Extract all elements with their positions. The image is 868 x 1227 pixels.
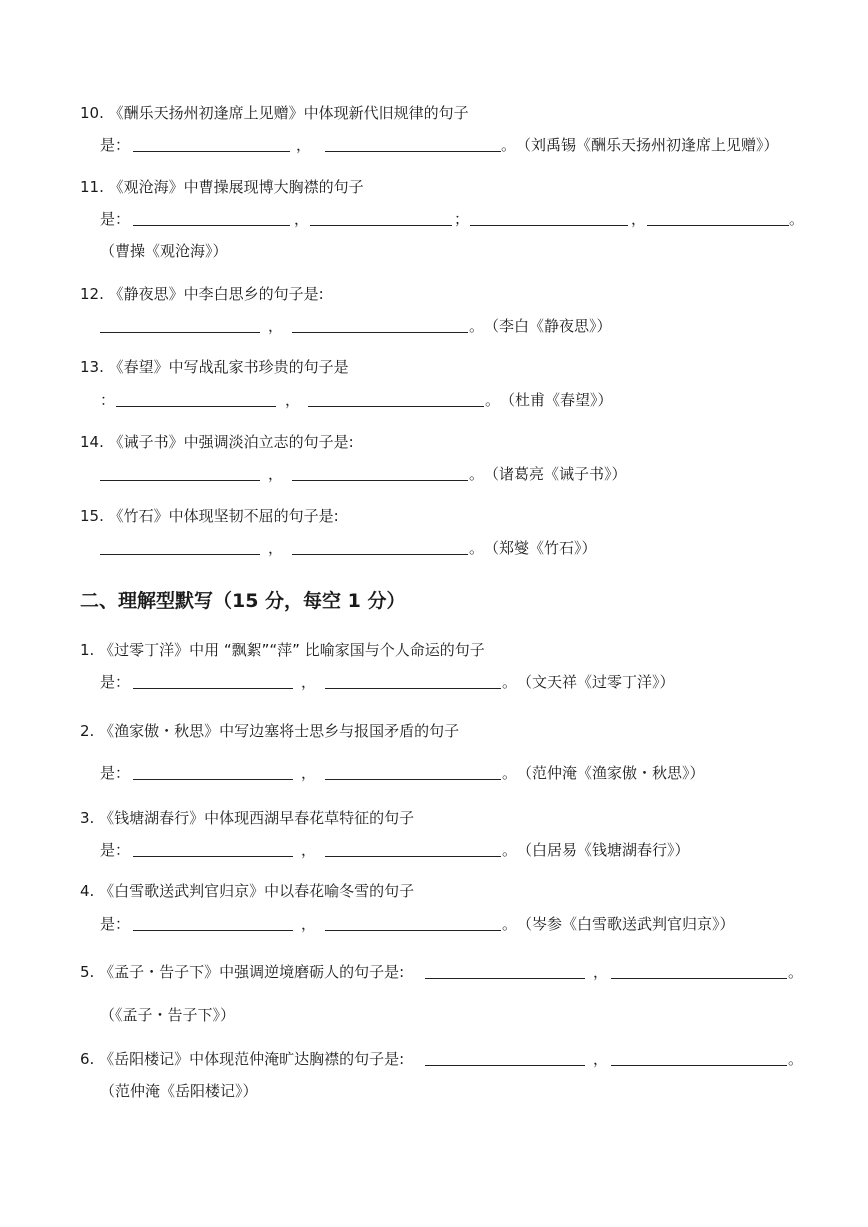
question-11-blank-2[interactable] xyxy=(310,225,452,226)
question-14-blank-1[interactable] xyxy=(100,480,260,481)
section-2-question-4-blank-2[interactable] xyxy=(325,930,501,931)
question-15-blank-2[interactable] xyxy=(292,554,468,555)
section-2-question-3-prompt: 3. 《钱塘湖春行》中体现西湖早春花草特征的句子 xyxy=(80,809,415,827)
section-2-question-6-prompt: 6. 《岳阳楼记》中体现范仲淹旷达胸襟的句子是: xyxy=(80,1050,405,1068)
section-2-question-1-source: （文天祥《过零丁洋》） xyxy=(517,673,675,691)
question-10-prompt: 10. 《酬乐天扬州初逢席上见赠》中体现新代旧规律的句子 xyxy=(80,104,469,122)
section-2-question-2-source: （范仲淹《渔家傲・秋思》） xyxy=(517,764,705,782)
section-2-question-4-prompt: 4. 《白雪歌送武判官归京》中以春花喻冬雪的句子 xyxy=(80,882,415,900)
section-2-title: 二、理解型默写（15 分，每空 1 分） xyxy=(80,590,406,612)
question-11-blank-3[interactable] xyxy=(470,225,628,226)
section-2-question-5-blank-1[interactable] xyxy=(425,978,585,979)
question-11-period: 。 xyxy=(789,210,805,228)
question-13-blank-2[interactable] xyxy=(308,406,484,407)
question-14-period: 。 xyxy=(469,465,485,483)
section-2-question-5-prompt: 5. 《孟子・告子下》中强调逆境磨砺人的句子是: xyxy=(80,963,405,981)
section-2-question-1-blank-1[interactable] xyxy=(133,688,293,689)
question-12-period: 。 xyxy=(469,317,485,335)
section-2-question-3-blank-2[interactable] xyxy=(325,856,501,857)
section-2-question-1-blank-2[interactable] xyxy=(325,688,501,689)
question-11-lead: 是： xyxy=(100,210,131,228)
section-2-question-4-blank-1[interactable] xyxy=(133,930,293,931)
question-13-blank-1[interactable] xyxy=(116,406,276,407)
section-2-question-4-lead: 是： xyxy=(100,915,131,933)
section-2-question-6-blank-2[interactable] xyxy=(611,1065,787,1066)
question-14-comma: ， xyxy=(268,465,284,483)
question-12-blank-1[interactable] xyxy=(100,332,260,333)
section-2-question-2-prompt: 2. 《渔家傲・秋思》中写边塞将士思乡与报国矛盾的句子 xyxy=(80,722,460,740)
question-13-prompt: 13. 《春望》中写战乱家书珍贵的句子是 xyxy=(80,358,349,376)
section-2-question-3-blank-1[interactable] xyxy=(133,856,293,857)
question-12-comma: ， xyxy=(268,317,284,335)
question-11-comma-1: ， xyxy=(294,210,310,228)
section-2-question-1-lead: 是： xyxy=(100,673,131,691)
question-10-comma: ， xyxy=(296,136,312,154)
section-2-question-6-source: （范仲淹《岳阳楼记》） xyxy=(100,1082,258,1100)
question-15-comma: ， xyxy=(268,539,284,557)
question-14-source: （诸葛亮《诫子书》） xyxy=(484,465,627,483)
section-2-question-5-blank-2[interactable] xyxy=(611,978,787,979)
question-13-source: （杜甫《春望》） xyxy=(500,391,613,409)
question-10-blank-2[interactable] xyxy=(325,151,501,152)
section-2-question-5-source: （《孟子・告子下》） xyxy=(100,1006,236,1024)
question-11-blank-4[interactable] xyxy=(647,225,789,226)
question-15-period: 。 xyxy=(469,539,485,557)
question-12-prompt: 12. 《静夜思》中李白思乡的句子是: xyxy=(80,285,324,303)
question-11-prompt: 11. 《观沧海》中曹操展现博大胸襟的句子 xyxy=(80,178,364,196)
question-10-blank-1[interactable] xyxy=(133,151,290,152)
section-2-question-3-source: （白居易《钱塘湖春行》） xyxy=(517,841,690,859)
section-2-question-2-lead: 是： xyxy=(100,764,131,782)
question-11-source: （曹操《观沧海》） xyxy=(100,242,228,260)
question-15-source: （郑燮《竹石》） xyxy=(484,539,597,557)
section-2-question-2-blank-2[interactable] xyxy=(325,779,501,780)
section-2-question-6-period: 。 xyxy=(788,1050,804,1068)
question-10-source: （刘禹锡《酬乐天扬州初逢席上见赠》） xyxy=(516,136,779,154)
section-2-question-2-comma: ， xyxy=(301,764,317,782)
section-2-question-1-comma: ， xyxy=(301,673,317,691)
question-14-blank-2[interactable] xyxy=(292,480,468,481)
section-2-question-1-period: 。 xyxy=(502,673,518,691)
question-15-prompt: 15. 《竹石》中体现坚韧不屈的句子是: xyxy=(80,507,339,525)
question-14-prompt: 14. 《诫子书》中强调淡泊立志的句子是: xyxy=(80,433,354,451)
section-2-question-5-comma: ， xyxy=(593,963,609,981)
question-13-comma: ， xyxy=(285,391,301,409)
section-2-question-4-source: （岑参《白雪歌送武判官归京》） xyxy=(517,915,735,933)
question-13-lead: ： xyxy=(100,391,116,409)
section-2-question-3-comma: ， xyxy=(301,841,317,859)
question-12-blank-2[interactable] xyxy=(292,332,468,333)
question-15-blank-1[interactable] xyxy=(100,554,260,555)
section-2-question-2-period: 。 xyxy=(502,764,518,782)
section-2-question-1-prompt: 1. 《过零丁洋》中用 “飘絮”“萍” 比喻家国与个人命运的句子 xyxy=(80,641,485,659)
section-2-question-5-period: 。 xyxy=(788,963,804,981)
question-13-period: 。 xyxy=(485,391,501,409)
question-10-lead: 是： xyxy=(100,136,131,154)
question-11-comma-2: ， xyxy=(631,210,647,228)
question-12-source: （李白《静夜思》） xyxy=(484,317,612,335)
question-11-blank-1[interactable] xyxy=(133,225,290,226)
section-2-question-4-comma: ， xyxy=(301,915,317,933)
section-2-question-6-blank-1[interactable] xyxy=(425,1065,585,1066)
section-2-question-4-period: 。 xyxy=(502,915,518,933)
question-11-semicolon: ； xyxy=(454,210,470,228)
section-2-question-3-lead: 是： xyxy=(100,841,131,859)
question-10-period: 。 xyxy=(501,136,517,154)
section-2-question-2-blank-1[interactable] xyxy=(133,779,293,780)
section-2-question-3-period: 。 xyxy=(502,841,518,859)
section-2-question-6-comma: ， xyxy=(593,1050,609,1068)
